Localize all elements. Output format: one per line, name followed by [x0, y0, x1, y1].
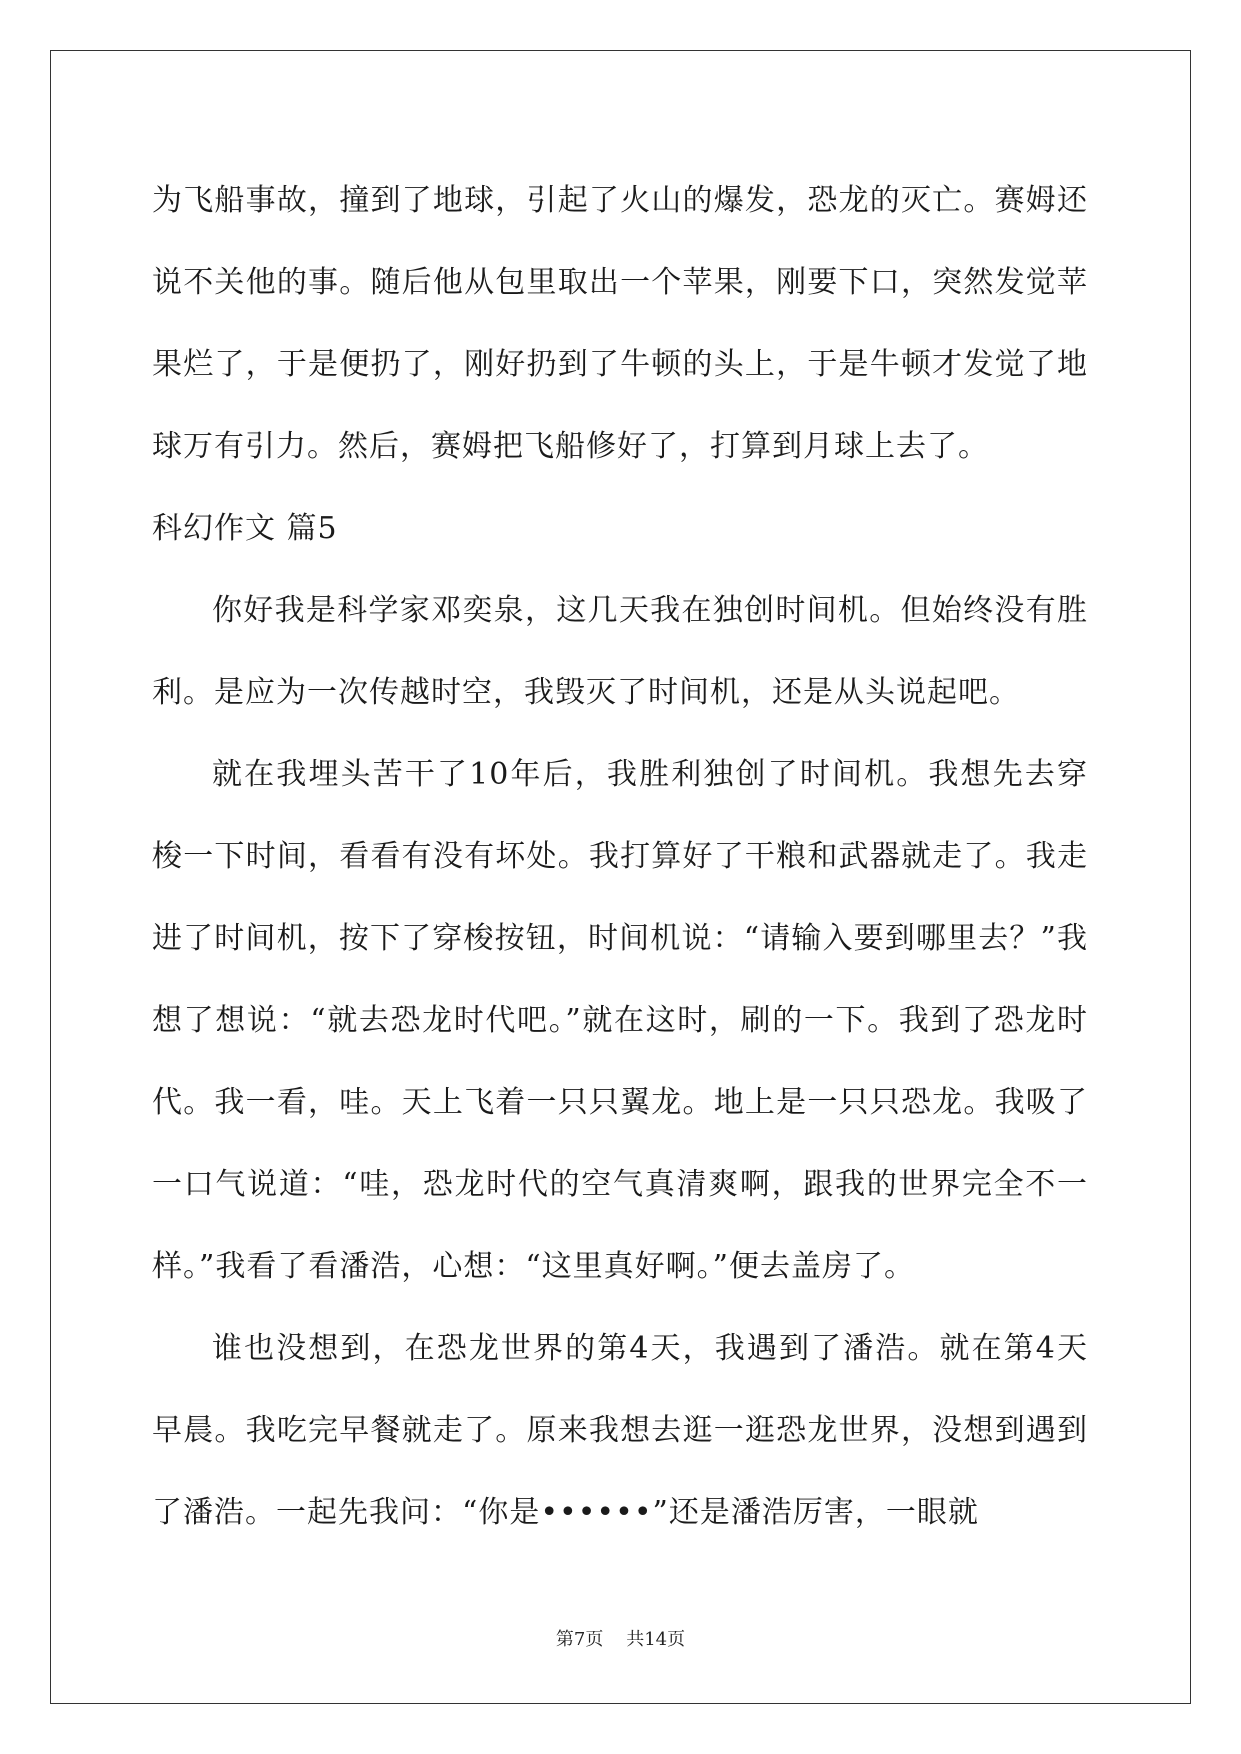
- page-footer: [0, 1625, 1241, 1651]
- page-total: 共14页: [626, 1629, 686, 1650]
- paragraph-2: 就在我埋头苦干了10年后，我胜利独创了时间机。我想先去穿梭一下时间，看看有没有坏处。我打算好了干粮和武器就走了。我走进了时间机，按下了穿梭按钮，时间机说：“请输入要到哪里去？”我想了想说：“就去恐龙时代吧。”就在这时，刷的一下。我到了恐龙时代。我一看，哇。天上飞着一只只翼龙。地上是一只只恐龙。我吸了一口气说道：“哇，恐龙时代的空气真清爽啊，跟我的世界完全不一样。”我看了看潘浩，心想：“这里真好啊。”便去盖房了。: [152, 757, 1088, 1284]
- document-body: [152, 160, 1088, 1554]
- page-number: 第7页: [555, 1629, 604, 1650]
- paragraph-3: 谁也没想到，在恐龙世界的第4天，我遇到了潘浩。就在第4天早晨。我吃完早餐就走了。原来我想去逛一逛恐龙世界，没想到遇到了潘浩。一起先我问：“你是••••••”还是潘浩厉害，一眼就: [152, 1331, 1088, 1530]
- continuation-paragraph: 为飞船事故，撞到了地球，引起了火山的爆发，恐龙的灭亡。赛姆还说不关他的事。随后他从包里取出一个苹果，刚要下口，突然发觉苹果烂了，于是便扔了，刚好扔到了牛顿的头上，于是牛顿才发觉了地球万有引力。然后，赛姆把飞船修好了，打算到月球上去了。: [152, 183, 1088, 464]
- section-title: 科幻作文 篇5: [152, 511, 338, 546]
- paragraph-1: 你好我是科学家邓奕泉，这几天我在独创时间机。但始终没有胜利。是应为一次传越时空，我毁灭了时间机，还是从头说起吧。: [152, 593, 1088, 710]
